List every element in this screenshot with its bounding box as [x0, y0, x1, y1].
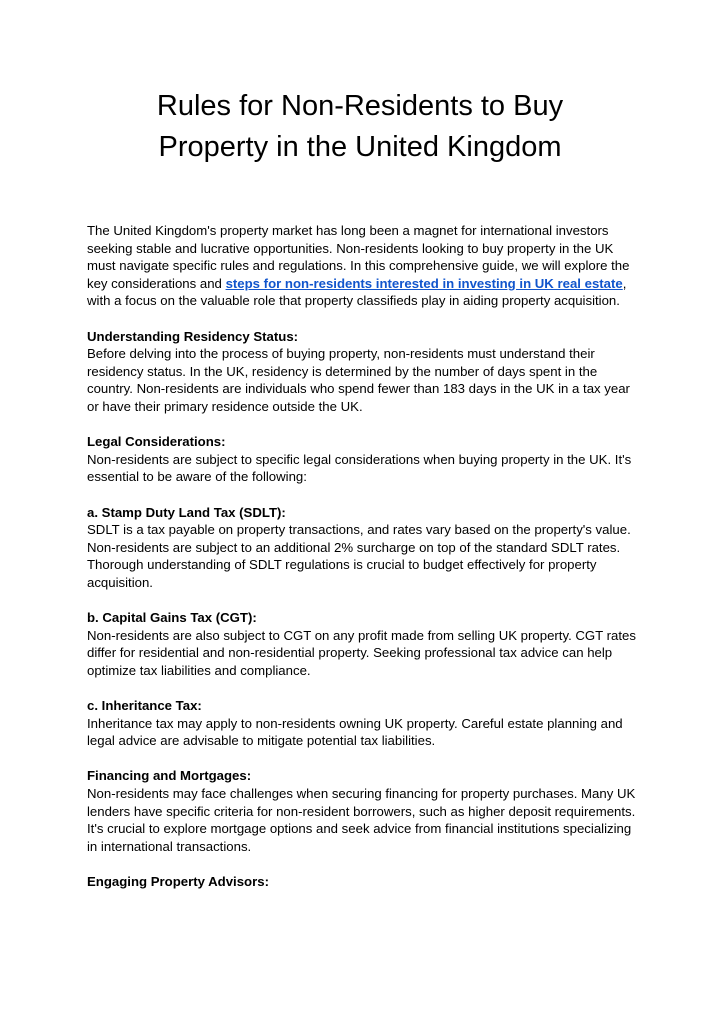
- section-heading: b. Capital Gains Tax (CGT):: [87, 610, 257, 626]
- section-financing: [87, 767, 639, 855]
- section-cgt: [87, 609, 639, 679]
- section-heading: a. Stamp Duty Land Tax (SDLT):: [87, 504, 286, 520]
- section-sdlt: [87, 504, 639, 592]
- section-legal: [87, 433, 639, 486]
- section-heading: Financing and Mortgages:: [87, 768, 252, 784]
- section-body: SDLT is a tax payable on property transactions, and rates vary based on the property's value. Non-residents are subject to an additional 2% surcharge on top of the standard SDLT rates. Thorough understanding of SDLT regulations is crucial to budget effectively for property acquisition.: [87, 522, 631, 590]
- document-body: [87, 222, 639, 908]
- section-body: Before delving into the process of buying property, non-residents must understand their residency status. In the UK, residency is determined by the number of days spent in the country. Non-residents are individuals who spend fewer than 183 days in the UK in a tax year or have their primary residence outside the UK.: [87, 346, 630, 414]
- intro-text-after: , with a focus on the valuable role that property classifieds play in aiding property acquisition.: [87, 275, 627, 309]
- section-inheritance: [87, 697, 639, 750]
- intro-paragraph: [87, 222, 639, 310]
- page-title: [60, 86, 660, 168]
- section-body: Non-residents are also subject to CGT on any profit made from selling UK property. CGT rates differ for residential and non-residential property. Seeking professional tax advice can help optimize tax liabilities and compliance.: [87, 627, 636, 678]
- page-title-line-2: Property in the United Kingdom: [158, 131, 562, 163]
- investing-steps-link[interactable]: steps for non-residents interested in investing in UK real estate: [225, 275, 623, 291]
- section-body: Non-residents may face challenges when securing financing for property purchases. Many UK lenders have specific criteria for non-resident borrowers, such as higher deposit requirements. It's crucial to explore mortgage options and seek advice from financial institutions specializing in international transactions.: [87, 786, 636, 854]
- intro-text-before: The United Kingdom's property market has long been a magnet for international investors seeking stable and lucrative opportunities. Non-residents looking to buy property in the UK must navigate specific rules and regulations. In this comprehensive guide, we will explore the key considerations and: [87, 223, 630, 291]
- section-residency: [87, 328, 639, 416]
- page-title-line-1: Rules for Non-Residents to Buy: [156, 90, 564, 122]
- section-heading: c. Inheritance Tax:: [87, 698, 202, 714]
- section-body: Non-residents are subject to specific legal considerations when buying property in the UK. It's essential to be aware of the following:: [87, 451, 632, 485]
- section-body: Inheritance tax may apply to non-residents owning UK property. Careful estate planning and legal advice are advisable to mitigate potential tax liabilities.: [87, 715, 623, 749]
- section-heading: Understanding Residency Status:: [87, 328, 299, 344]
- section-heading: Engaging Property Advisors:: [87, 873, 269, 889]
- section-heading: Legal Considerations:: [87, 434, 226, 450]
- section-advisors: [87, 873, 639, 891]
